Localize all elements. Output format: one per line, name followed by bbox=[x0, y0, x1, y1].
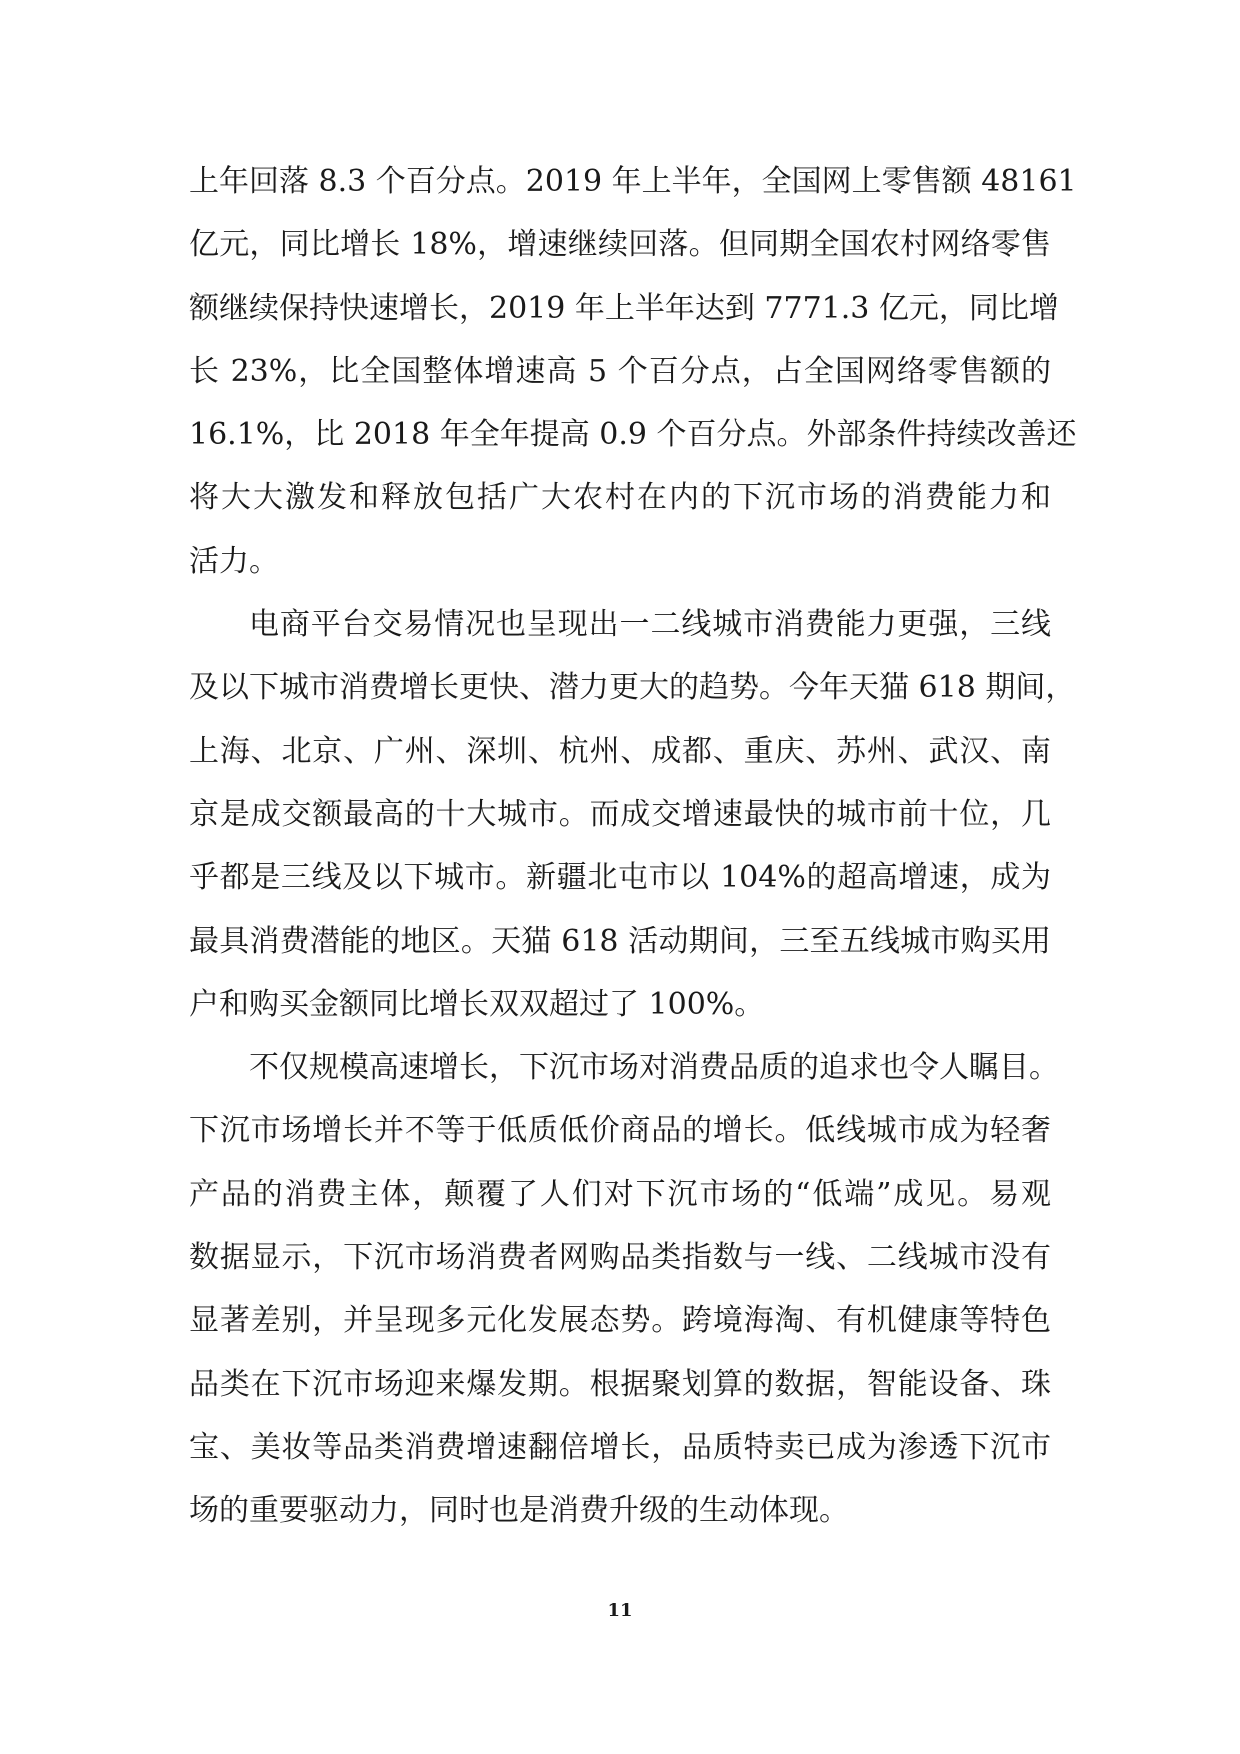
text-line: 户和购买金额同比增长双双超过了 100%。 bbox=[189, 986, 765, 1022]
text-line: 不仅规模高速增长，下沉市场对消费品质的追求也令人瞩目。 bbox=[249, 1050, 1059, 1086]
text-line: 产品的消费主体，颠覆了人们对下沉市场的“低端”成见。易观 bbox=[189, 1176, 1051, 1212]
text-line: 显著差别，并呈现多元化发展态势。跨境海淘、有机健康等特色 bbox=[189, 1303, 1051, 1339]
text-line: 数据显示，下沉市场消费者网购品类指数与一线、二线城市没有 bbox=[189, 1240, 1051, 1276]
text-line: 亿元，同比增长 18%，增速继续回落。但同期全国农村网络零售 bbox=[189, 227, 1051, 263]
text-line: 将大大激发和释放包括广大农村在内的下沉市场的消费能力和 bbox=[189, 480, 1051, 516]
text-line: 乎都是三线及以下城市。新疆北屯市以 104%的超高增速，成为 bbox=[189, 860, 1051, 896]
text-line: 长 23%，比全国整体增速高 5 个百分点，占全国网络零售额的 bbox=[189, 353, 1051, 389]
text-line: 16.1%，比 2018 年全年提高 0.9 个百分点。外部条件持续改善还 bbox=[189, 417, 1077, 453]
text-line: 上海、北京、广州、深圳、杭州、成都、重庆、苏州、武汉、南 bbox=[189, 733, 1051, 769]
text-line: 京是成交额最高的十大城市。而成交增速最快的城市前十位，几 bbox=[189, 796, 1051, 832]
text-line: 场的重要驱动力，同时也是消费升级的生动体现。 bbox=[189, 1493, 849, 1529]
text-line: 电商平台交易情况也呈现出一二线城市消费能力更强，三线 bbox=[249, 607, 1051, 643]
body-text bbox=[189, 150, 1077, 1543]
text-line: 下沉市场增长并不等于低质低价商品的增长。低线城市成为轻奢 bbox=[189, 1113, 1051, 1149]
text-line: 宝、美妆等品类消费增速翻倍增长，品质特卖已成为渗透下沉市 bbox=[189, 1429, 1051, 1465]
text-line: 上年回落 8.3 个百分点。2019 年上半年，全国网上零售额 48161 bbox=[189, 164, 1077, 199]
text-line: 额继续保持快速增长，2019 年上半年达到 7771.3 亿元，同比增 bbox=[189, 290, 1059, 326]
text-line: 及以下城市消费增长更快、潜力更大的趋势。今年天猫 618 期间， bbox=[189, 670, 1076, 706]
page-number: 11 bbox=[607, 1600, 633, 1621]
text-line: 最具消费潜能的地区。天猫 618 活动期间，三至五线城市购买用 bbox=[189, 923, 1051, 959]
text-line: 活力。 bbox=[189, 543, 279, 579]
text-line: 品类在下沉市场迎来爆发期。根据聚划算的数据，智能设备、珠 bbox=[189, 1366, 1051, 1402]
